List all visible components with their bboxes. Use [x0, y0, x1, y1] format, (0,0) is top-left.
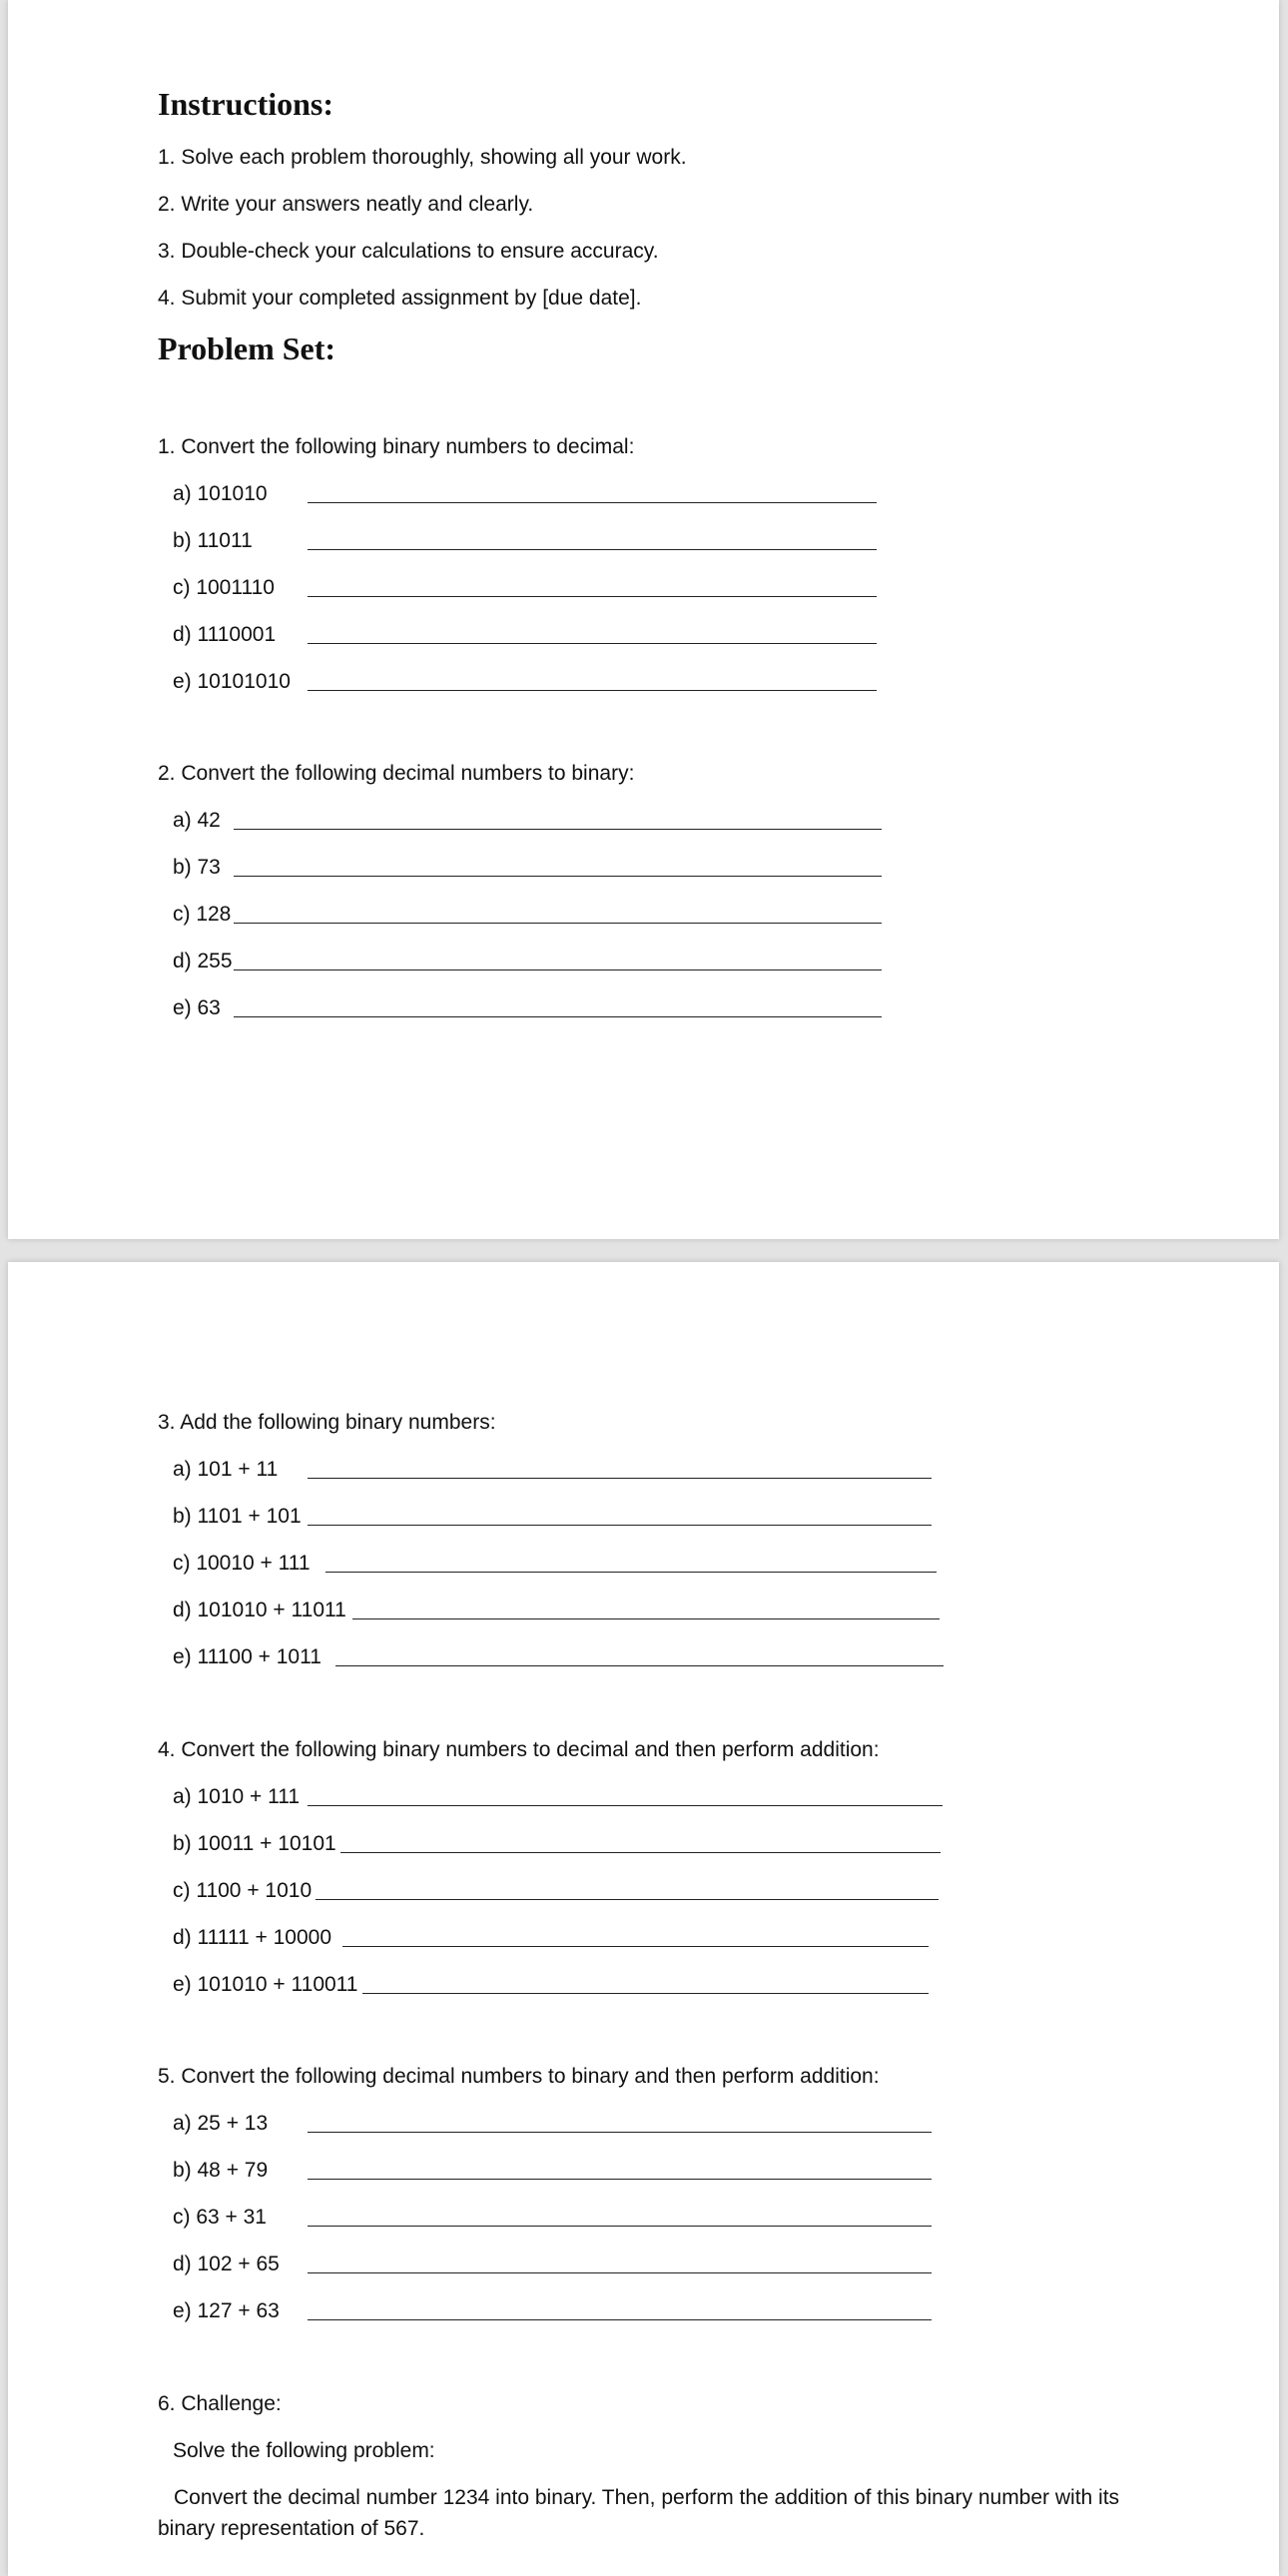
- problem-5-answer-c[interactable]: [308, 2226, 932, 2227]
- problem-3-answer-c[interactable]: [325, 1572, 937, 1573]
- problem-1-answer-a[interactable]: [308, 502, 877, 503]
- problem-5-prompt: 5. Convert the following decimal numbers to binary and then perform addition:: [158, 2065, 880, 2088]
- problem-4-item-c: c) 1100 + 1010: [173, 1879, 313, 1902]
- problem-4-item-d: d) 11111 + 10000: [173, 1926, 331, 1949]
- problem-4-answer-b[interactable]: [340, 1852, 941, 1853]
- problem-1-item-d: d) 1110001: [173, 623, 277, 646]
- problem-1-item-c: c) 1001110: [173, 576, 275, 599]
- problem-1-item-b: b) 11011: [173, 529, 253, 552]
- problem-3-answer-e[interactable]: [335, 1665, 944, 1666]
- problem-1-prompt: 1. Convert the following binary numbers to decimal:: [158, 435, 635, 458]
- problem-5-item-c: c) 63 + 31: [173, 2206, 267, 2229]
- problem-4-answer-e[interactable]: [362, 1993, 929, 1994]
- problem-5-answer-b[interactable]: [308, 2179, 932, 2180]
- problem-2-answer-d[interactable]: [234, 969, 882, 970]
- problem-3-answer-a[interactable]: [308, 1478, 932, 1479]
- problem-3-item-e: e) 11100 + 1011: [173, 1645, 322, 1668]
- problem-1-item-e: e) 10101010: [173, 670, 291, 693]
- problem-4-answer-c[interactable]: [316, 1899, 939, 1900]
- problem-4-item-a: a) 1010 + 111: [173, 1785, 301, 1808]
- page-2: [8, 1262, 1279, 2576]
- challenge-title: 6. Challenge:: [158, 2392, 282, 2415]
- problem-1-answer-b[interactable]: [308, 549, 877, 550]
- problem-2-answer-e[interactable]: [234, 1016, 882, 1017]
- problem-3-item-c: c) 10010 + 111: [173, 1552, 311, 1575]
- page-1: [8, 0, 1279, 1239]
- problem-2-item-a: a) 42: [173, 809, 221, 832]
- problem-5-answer-e[interactable]: [308, 2319, 932, 2320]
- problem-2-answer-a[interactable]: [234, 829, 882, 830]
- problem-2-item-c: c) 128: [173, 903, 232, 926]
- challenge-body: Convert the decimal number 1234 into binary. Then, perform the addition of this binary number with its binary representation of 567.: [158, 2486, 1120, 2540]
- problem-4-prompt: 4. Convert the following binary numbers to decimal and then perform addition:: [158, 1738, 880, 1761]
- problem-3-prompt: 3. Add the following binary numbers:: [158, 1411, 496, 1434]
- problem-1-answer-d[interactable]: [308, 643, 877, 644]
- problem-4-answer-d[interactable]: [342, 1946, 929, 1947]
- problem-4-item-e: e) 101010 + 110011: [173, 1973, 358, 1996]
- problem-2-answer-c[interactable]: [234, 923, 882, 924]
- problem-3-item-b: b) 1101 + 101: [173, 1505, 302, 1528]
- problem-2-item-e: e) 63: [173, 996, 221, 1019]
- instruction-item-3: 3. Double-check your calculations to ensure accuracy.: [158, 240, 659, 263]
- problem-3-answer-d[interactable]: [352, 1618, 940, 1619]
- problem-2-prompt: 2. Convert the following decimal numbers to binary:: [158, 762, 635, 785]
- problem-4-answer-a[interactable]: [308, 1805, 943, 1806]
- problem-5-item-d: d) 102 + 65: [173, 2253, 280, 2275]
- problem-3-item-a: a) 101 + 11: [173, 1458, 279, 1481]
- instructions-title: Instructions:: [158, 86, 334, 122]
- instruction-item-4: 4. Submit your completed assignment by [due date].: [158, 287, 642, 310]
- problem-5-item-a: a) 25 + 13: [173, 2112, 269, 2135]
- instruction-item-1: 1. Solve each problem thoroughly, showing all your work.: [158, 146, 687, 169]
- problem-3-item-d: d) 101010 + 11011: [173, 1599, 346, 1621]
- problem-2-item-b: b) 73: [173, 856, 221, 879]
- challenge-subtitle: Solve the following problem:: [173, 2439, 435, 2462]
- problem-2-item-d: d) 255: [173, 950, 233, 972]
- problem-set-title: Problem Set:: [158, 330, 336, 366]
- problem-4-item-b: b) 10011 + 10101: [173, 1832, 336, 1855]
- problem-5-answer-d[interactable]: [308, 2272, 932, 2273]
- problem-1-answer-e[interactable]: [308, 690, 877, 691]
- problem-1-answer-c[interactable]: [308, 596, 877, 597]
- problem-1-item-a: a) 101010: [173, 482, 268, 505]
- problem-3-answer-b[interactable]: [308, 1525, 932, 1526]
- problem-5-item-e: e) 127 + 63: [173, 2299, 280, 2322]
- problem-2-answer-b[interactable]: [234, 876, 882, 877]
- instruction-item-2: 2. Write your answers neatly and clearly.: [158, 193, 534, 216]
- problem-5-answer-a[interactable]: [308, 2132, 932, 2133]
- problem-5-item-b: b) 48 + 79: [173, 2159, 269, 2182]
